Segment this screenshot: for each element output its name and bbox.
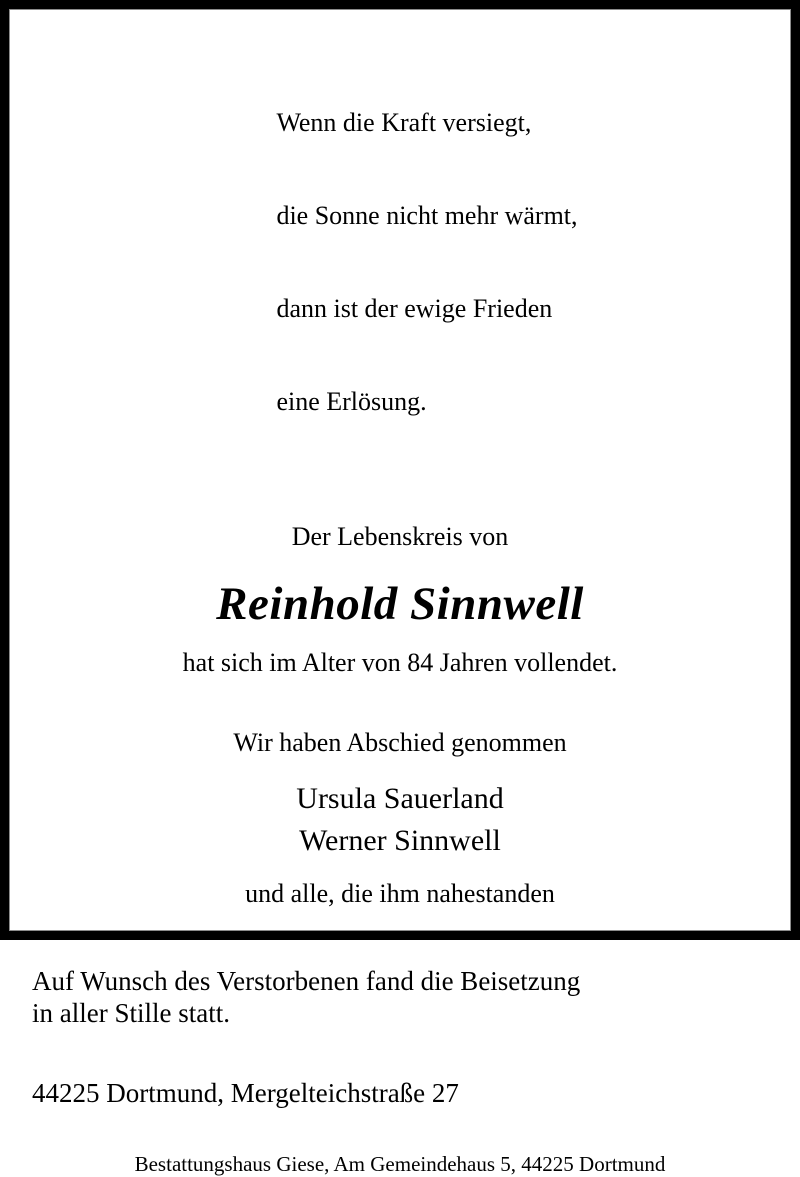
survivor-name-2: Werner Sinnwell bbox=[299, 824, 501, 857]
obituary-content bbox=[9, 45, 791, 1176]
farewell-line: Wir haben Abschied genommen bbox=[233, 728, 567, 757]
verse-line-3: dann ist der ewige Frieden bbox=[276, 294, 553, 323]
closing-line: und alle, die ihm nahestanden bbox=[245, 879, 555, 908]
funeral-home-line: Bestattungshaus Giese, Am Gemeindehaus 5, 44225 Dortmund bbox=[134, 1152, 666, 1176]
burial-line-1: Auf Wunsch des Verstorbenen fand die Beisetzung bbox=[32, 966, 581, 996]
address-line: 44225 Dortmund, Mergelteichstraße 27 bbox=[32, 1078, 459, 1108]
burial-line-2: in aller Stille statt. bbox=[32, 998, 230, 1028]
memorial-verse bbox=[276, 45, 577, 479]
age-line: hat sich im Alter von 84 Jahren vollendet. bbox=[182, 648, 618, 677]
verse-line-4: eine Erlösung. bbox=[276, 387, 427, 416]
burial-note bbox=[30, 965, 770, 1029]
intro-line: Der Lebenskreis von bbox=[291, 522, 509, 551]
verse-block bbox=[30, 45, 770, 479]
verse-line-2: die Sonne nicht mehr wärmt, bbox=[276, 201, 578, 230]
deceased-name: Reinhold Sinnwell bbox=[216, 578, 584, 630]
survivor-name-1: Ursula Sauerland bbox=[296, 782, 504, 815]
survivors-list bbox=[30, 778, 770, 862]
verse-line-1: Wenn die Kraft versiegt, bbox=[276, 108, 532, 137]
